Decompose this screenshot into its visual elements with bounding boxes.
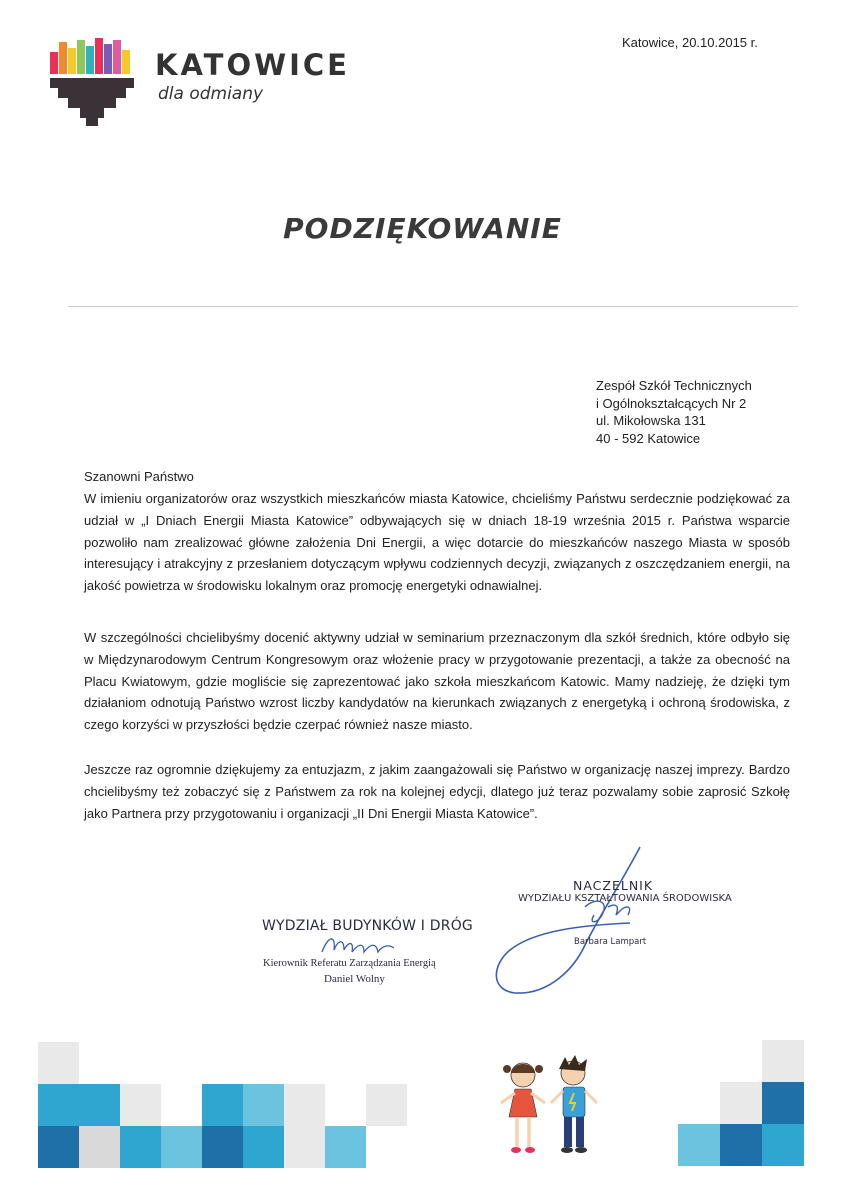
letter-date: Katowice, 20.10.2015 r.: [622, 35, 758, 50]
stamp-department: WYDZIAŁU KSZTAŁTOWANIA ŚRODOWISKA: [518, 893, 732, 904]
divider: [68, 306, 798, 307]
salutation: Szanowni Państwo: [84, 469, 194, 484]
letter-paragraph: W imieniu organizatorów oraz wszystkich mieszkańców miasta Katowice, chcieliśmy Państwu serdecznie podziękować za udział w „I Dniach Energii Miasta Katowice” odbywających się w dniach 18-19 września 2015 r. Państwa wsparcie pozwoliło nam zrealizować główne założenia Dni Energii, a więc dotarcie do mieszkańców naszego Miasta w sposób interesujący i atrakcyjny z przesłaniem dotyczącym wpływu codziennych decyzji, związanych z oszczędzaniem energii, na jakość powietrza w środowisku lokalnym oraz promocję energetyki odnawialnej.: [84, 491, 790, 594]
decorative-squares-left: [38, 1042, 410, 1170]
stamp-title: WYDZIAŁ BUDYNKÓW I DRÓG: [262, 918, 473, 934]
address-line: 40 - 592 Katowice: [596, 430, 701, 446]
signature-left: [318, 930, 398, 960]
recipient-address: [596, 377, 752, 447]
katowice-logo-icon: [50, 38, 136, 126]
logo-name: KATOWICE: [155, 48, 350, 82]
letter-paragraph: Jeszcze raz ogromnie dziękujemy za entuzjazm, z jakim zaangażowali się Państwo w organizację naszej imprezy. Bardzo chcielibyśmy też zobaczyć się z Państwem za rok na kolejnej edycji, dlatego już teraz pozwalamy sobie zaprosić Szkołę jako Partnera przy przygotowaniu i organizacji „II Dni Energii Miasta Katowice”.: [84, 762, 790, 821]
address-line: ul. Mikołowska 131: [596, 413, 706, 428]
signature-right: [490, 845, 670, 1000]
stamp-name: Daniel Wolny: [324, 973, 385, 985]
two-children-cartoon-icon: [495, 1055, 605, 1160]
stamp-title: NACZELNIK: [573, 878, 654, 893]
decorative-squares-right: [670, 1040, 805, 1170]
address-line: Zespół Szkół Technicznych: [596, 378, 752, 393]
stamp-role: Kierownik Referatu Zarządzania Energią: [263, 958, 436, 969]
letter-paragraph: W szczególności chcielibyśmy docenić aktywny udział w seminarium przeznaczonym dla szkół średnich, które odbyło się w Międzynarodowym Centrum Kongresowym oraz włożenie pracy w przygotowanie prezentacji, a także za obecność na Placu Kwiatowym, gdzie mogliście się zaprezentować jako szkoła mieszkańcom Katowic. Mamy nadzieję, że dzięki tym działaniom odnotują Państwo wzrost liczby kandydatów na kierunkach związanych z energetyką i ochroną środowiska, z czego korzyści w przyszłości będzie czerpać również nasze miasto.: [84, 630, 790, 733]
logo-tagline: dla odmiany: [158, 84, 264, 104]
stamp-name: Barbara Lampart: [574, 937, 647, 947]
page-title: PODZIĘKOWANIE: [283, 212, 562, 245]
address-line: i Ogólnokształcących Nr 2: [596, 395, 747, 411]
